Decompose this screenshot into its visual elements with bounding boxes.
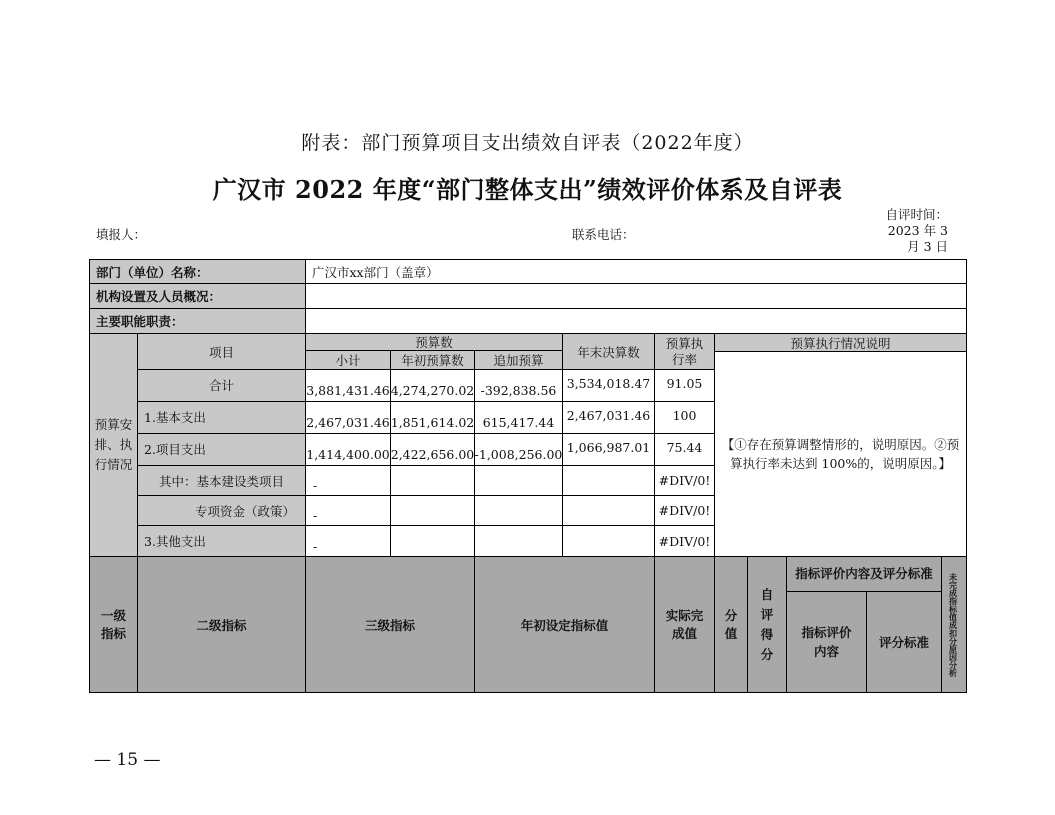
row-total-rate: 91.05 [654, 369, 715, 402]
row-basic-item: 1.基本支出 [137, 401, 306, 434]
row-special-subtotal: - [305, 495, 391, 526]
col-note: 预算执行情况说明 [714, 333, 967, 352]
duty-label: 主要职能职责： [89, 308, 306, 334]
row-construction-item: 其中：基本建设类项目 [137, 465, 306, 496]
eval-time-label: 自评时间： [885, 207, 948, 222]
row-construction-subtotal: - [305, 465, 391, 496]
row-other-item: 3.其他支出 [137, 525, 306, 557]
col-item: 项目 [137, 333, 306, 370]
row-other-subtotal: - [305, 525, 391, 557]
row-construction-rate: #DIV/0! [654, 465, 715, 496]
budget-note: 【①存在预算调整情形的，说明原因。②预算执行率未达到 100%的，说明原因。】 [714, 351, 967, 557]
ind-level1: 一级指标 [89, 556, 138, 693]
ind-target: 年初设定指标值 [474, 556, 655, 693]
filler-label: 填报人： [96, 227, 147, 242]
row-total-item: 合计 [137, 369, 306, 402]
row-basic-added: 615,417.44 [474, 401, 563, 434]
org-label: 机构设置及人员概况： [89, 283, 306, 309]
row-other-final [562, 525, 655, 557]
col-subtotal: 小计 [305, 350, 391, 370]
row-project-rate: 75.44 [654, 433, 715, 466]
ind-unfinished-text: 未完成指标值成扣分原因分析 [948, 572, 959, 677]
row-total-added: -392,838.56 [474, 369, 563, 402]
col-rate: 预算执行率 [654, 333, 715, 370]
eval-time-line1: 2023 年 3 [887, 223, 948, 238]
org-value [305, 283, 967, 309]
ind-eval-group: 指标评价内容及评分标准 [786, 556, 942, 592]
col-initial: 年初预算数 [390, 350, 475, 370]
duty-value [305, 308, 967, 334]
row-total-final: 3,534,018.47 [562, 369, 655, 402]
row-basic-subtotal: 2,467,031.46 [305, 401, 391, 434]
page-title: 广汉市 2022 年度“部门整体支出”绩效评价体系及自评表 [212, 175, 843, 204]
col-final: 年末决算数 [562, 333, 655, 370]
row-special-final [562, 495, 655, 526]
row-total-initial: 4,274,270.02 [390, 369, 475, 402]
page-number: — 15 — [94, 750, 161, 770]
col-budget: 预算数 [305, 333, 563, 351]
row-project-subtotal: 1,414,400.00 [305, 433, 391, 466]
dept-value: 广汉市xx部门（盖章） [305, 259, 967, 284]
eval-time-line2: 月 3 日 [907, 239, 948, 254]
ind-self-score: 自评得分 [747, 556, 787, 693]
row-special-item: 专项资金（政策） [137, 495, 306, 526]
row-other-initial [390, 525, 475, 557]
row-construction-added [474, 465, 563, 496]
row-special-initial [390, 495, 475, 526]
col-added: 追加预算 [474, 350, 563, 370]
row-project-initial: 2,422,656.00 [390, 433, 475, 466]
phone-label: 联系电话： [572, 227, 635, 242]
row-other-added [474, 525, 563, 557]
row-special-added [474, 495, 563, 526]
row-project-item: 2.项目支出 [137, 433, 306, 466]
ind-score: 分值 [714, 556, 748, 693]
row-other-rate: #DIV/0! [654, 525, 715, 557]
ind-eval-content: 指标评价内容 [786, 591, 867, 693]
budget-section-label: 预算安排、执行情况 [89, 333, 138, 557]
ind-unfinished [941, 556, 967, 693]
row-construction-final [562, 465, 655, 496]
row-construction-initial [390, 465, 475, 496]
ind-actual: 实际完成值 [654, 556, 715, 693]
row-project-final: 1,066,987.01 [562, 433, 655, 466]
row-basic-rate: 100 [654, 401, 715, 434]
ind-level2: 二级指标 [137, 556, 306, 693]
dept-label: 部门（单位）名称： [89, 259, 306, 284]
row-total-subtotal: 3,881,431.46 [305, 369, 391, 402]
ind-eval-standard: 评分标准 [866, 591, 942, 693]
row-basic-final: 2,467,031.46 [562, 401, 655, 434]
row-special-rate: #DIV/0! [654, 495, 715, 526]
page-subtitle: 附表：部门预算项目支出绩效自评表（2022年度） [301, 132, 754, 154]
eval-time [868, 207, 948, 255]
ind-level3: 三级指标 [305, 556, 475, 693]
row-basic-initial: 1,851,614.02 [390, 401, 475, 434]
row-project-added: -1,008,256.00 [474, 433, 563, 466]
